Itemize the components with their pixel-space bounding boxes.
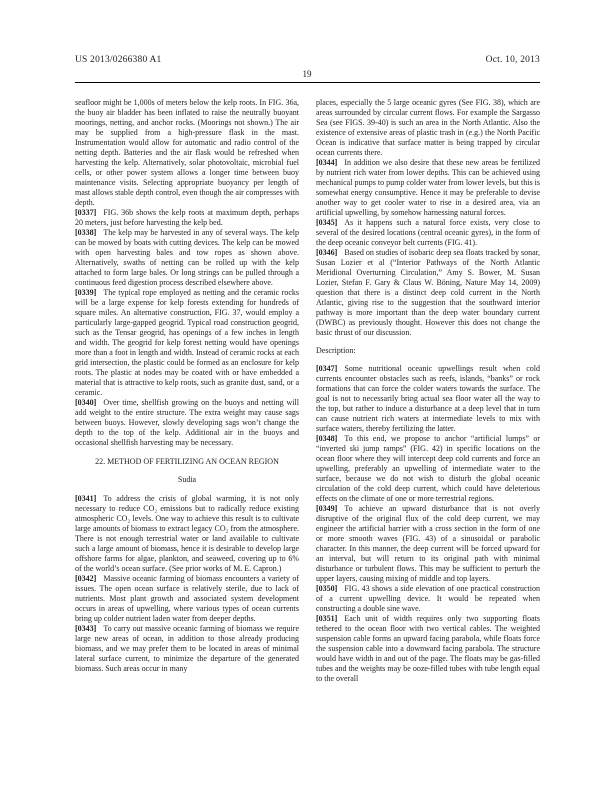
paragraph-0349 <box>316 504 540 584</box>
paragraph-text: To address the crisis of global warming, it is not only necessary to reduce CO₂ emissions but to radically reduce existing atmospheric CO₂ levels. One way to achieve this result is to cultivate large amounts of biomass to extract legacy CO₂ from the atmosphere. There is not enough terrestrial water or land available to cultivate such a large amount of biomass, hence it is desirable to develop large offshore farms for algae, plankton, and seaweed, covering up to 6% of the world’s ocean surface. (See prior works of M. E. Capron.) <box>75 494 299 573</box>
paragraph-number: [0348] <box>316 434 338 443</box>
paragraph-number: [0338] <box>75 228 97 237</box>
paragraph-continuation <box>316 98 540 158</box>
paragraph-text: Each unit of width requires only two supporting floats tethered to the ocean floor with two vertical cables. The weighted suspension cable forms an upward facing parabola, while floats force the suspension cable into a downward facing parabola. The structure would have width in and out of the page. The floats may be gas-filled tubes and the weights may be ooze-filled tubes with tube length equal to the overall <box>316 614 540 683</box>
paragraph-text: Based on studies of isobaric deep sea floats tracked by sonar, Susan Lozier et al (“Interior Pathways of the North Atlantic Meridional Overturning Circulation,” Amy S. Bower, M. Susan Lozier, Stefan F. Gary & Claus W. Böning, Nature May 14, 2009) question that there is a distinct deep cold current in the North Atlantic, giving rise to the suggestion that the southward interior pathway is more important than the deep water boundary current (DWBC) as previously thought. However this does not change the basic thrust of our discussion. <box>316 248 540 337</box>
paragraph-text: To achieve an upward disturbance that is not overly disruptive of the original flux of the cold deep current, we may engineer the artificial barrier with a cross section in the form of one or more smooth waves (FIG. 43) of a sinusoidal or parabolic character. In this manner, the deep current will be forced upward for an interval, but will return to its original path with minimal disturbance or turbulent flows. This may be sufficient to perturb the upper layers, causing mixing of middle and top layers. <box>316 504 540 583</box>
paragraph-0344 <box>316 158 540 218</box>
paragraph-number: [0341] <box>75 494 97 503</box>
paragraph-0340 <box>75 398 299 448</box>
paragraph-0343 <box>75 624 299 674</box>
paragraph-number: [0345] <box>316 218 338 227</box>
inventor-name: Sudia <box>177 475 197 484</box>
paragraph-0350 <box>316 584 540 614</box>
header-divider <box>75 82 540 83</box>
paragraph-number: [0340] <box>75 398 97 407</box>
right-column <box>316 98 540 684</box>
paragraph-text: FIG. 43 shows a side elevation of one practical construction of a current upwelling device. It would be repeated when constructing a double sine wave. <box>316 584 540 613</box>
paragraph-0351 <box>316 614 540 684</box>
paragraph-0342 <box>75 574 299 624</box>
paragraph-text: Massive oceanic farming of biomass encounters a variety of issues. The open ocean surface is relatively sterile, due to lack of nutrients. Most plant growth and associated system development occurs in areas of upwelling, where various types of ocean currents bring up colder nutrient laden water from deeper depths. <box>75 574 299 623</box>
paragraph-number: [0343] <box>75 624 97 633</box>
paragraph-0345 <box>316 218 540 248</box>
paragraph-number: [0349] <box>316 504 338 513</box>
paragraph-number: [0351] <box>316 614 338 623</box>
text-columns <box>75 98 540 684</box>
paragraph-0347 <box>316 364 540 434</box>
paragraph-number: [0342] <box>75 574 97 583</box>
paragraph-continuation <box>75 98 299 208</box>
paragraph-text: The kelp may be harvested in any of several ways. The kelp can be mowed by boats with cutting devices. The kelp can be mowed with open harvesting bales and tow ropes as shown above. Alternatively, swaths of netting can be rolled up with the kelp attached to form large bales. Or long strings can be pulled through a continuous feed digestion process described elsewhere above. <box>75 228 299 287</box>
description-heading: Description: <box>316 346 356 355</box>
paragraph-text: As it happens such a natural force exists, very close to several of the desired locations (central oceanic gyres), in the form of the deep oceanic conveyor belt currents (FIG. 41). <box>316 218 540 247</box>
paragraph-number: [0337] <box>75 208 97 217</box>
paragraph-text: Some nutritional oceanic upwellings result when cold currents encounter obstacles such as reefs, islands, “banks” or rock formations that can force the colder waters towards the surface. The goal is not to necessarily bring actual sea floor water all the way to the top, but rather to induce a disturbance at a deep level that in turn can cause nutrient rich waters at intermediate levels to mix with surface waters, thereby fertilizing the latter. <box>316 364 540 433</box>
paragraph-text: places, especially the 5 large oceanic gyres (See FIG. 38), which are areas surrounded by circular current flows. For example the Sargasso Sea (see FIGS. 39-40) is such an area in the North Atlantic. Also the existence of extensive areas of plastic trash in (e.g.) the North Pacific Ocean is indicative that surface matter is being trapped by circular ocean currents there. <box>316 98 540 157</box>
left-column <box>75 98 299 684</box>
paragraph-0348 <box>316 434 540 504</box>
page-number: 19 <box>302 69 312 79</box>
paragraph-text: FIG. 36b shows the kelp roots at maximum depth, perhaps 20 meters, just before harvesting the kelp bed. <box>75 208 299 227</box>
paragraph-number: [0344] <box>316 158 338 167</box>
publication-date: Oct. 10, 2013 <box>485 55 540 65</box>
paragraph-number: [0339] <box>75 288 97 297</box>
publication-number: US 2013/0266380 A1 <box>75 55 162 65</box>
paragraph-0346 <box>316 248 540 338</box>
paragraph-number: [0350] <box>316 584 338 593</box>
paragraph-0338 <box>75 228 299 288</box>
paragraph-0339 <box>75 288 299 398</box>
section-heading: 22. METHOD OF FERTILIZING AN OCEAN REGION <box>95 457 279 466</box>
paragraph-0337 <box>75 208 299 228</box>
paragraph-0341 <box>75 494 299 574</box>
paragraph-number: [0346] <box>316 248 338 257</box>
page-header <box>75 55 540 65</box>
paragraph-text: To carry out massive oceanic farming of biomass we require large new areas of ocean, in addition to those already producing biomass, and we may prefer them to be located in areas of minimal lateral surface current, to minimize the departure of the generated biomass. Such areas occur in many <box>75 624 299 673</box>
paragraph-text: Over time, shellfish growing on the buoys and netting will add weight to the entire structure. The extra weight may cause sags between buoys. However, slowly developing sags won’t change the depth to the top of the kelp. Additional air in the buoys and occasional shellfish harvesting may be necessary. <box>75 398 299 447</box>
paragraph-text: To this end, we propose to anchor “artificial lumps” or “inverted ski jump ramps” (FIG. 42) in specific locations on the ocean floor where they will intercept deep cold currents and force an upwelling, preferably an upwelling of intermediate water to the surface, because we do not wish to disturb the global oceanic circulation of the cold deep current, which could have deleterious effects on the climate of one or more terrestrial regions. <box>316 434 540 503</box>
paragraph-number: [0347] <box>316 364 338 373</box>
paragraph-text: In addition we also desire that these new areas be fertilized by nutrient rich water from lower depths. This can be achieved using mechanical pumps to pump colder water from lower levels, but this is somewhat energy consumptive. Hence it may be preferable to devise another way to get cooler water to rise in a desired area, via an artificial upwelling, by somehow harnessing natural forces. <box>316 158 540 217</box>
paragraph-text: seafloor might be 1,000s of meters below the kelp roots. In FIG. 36a, the buoy air bladder has been inflated to raise the neutrally buoyant moorings, netting, and anchor rocks. (Moorings not shown.) The air may be supplied from a high-pressure flask in the mast. Instrumentation would allow for automatic and radio control of the netting depth. Batteries and the air flask would be refreshed when harvesting the kelp. Alternatively, solar photovoltaic, microbial fuel cells, or other power system allows a longer time between buoy maintenance visits. Selecting appropriate buoyancy per length of mast allows stable depth control, even though the air compresses with depth. <box>75 98 299 207</box>
paragraph-text: The typical rope employed as netting and the ceramic rocks will be a large expense for kelp forests extending for hundreds of square miles. An alternative construction, FIG. 37, would employ a particularly large-gapped geogrid. Typical road construction geogrid, such as the Tensar geogrid, has openings of a few inches in length and width. The geogrid for kelp forest netting would have openings more than a foot in length and width. Instead of ceramic rocks at each grid intersection, the plastic could be formed as an enclosure for kelp roots. The plastic at nodes may be coated with or have embedded a material that is attractive to kelp roots, such as granite dust, sand, or a ceramic. <box>75 288 299 397</box>
